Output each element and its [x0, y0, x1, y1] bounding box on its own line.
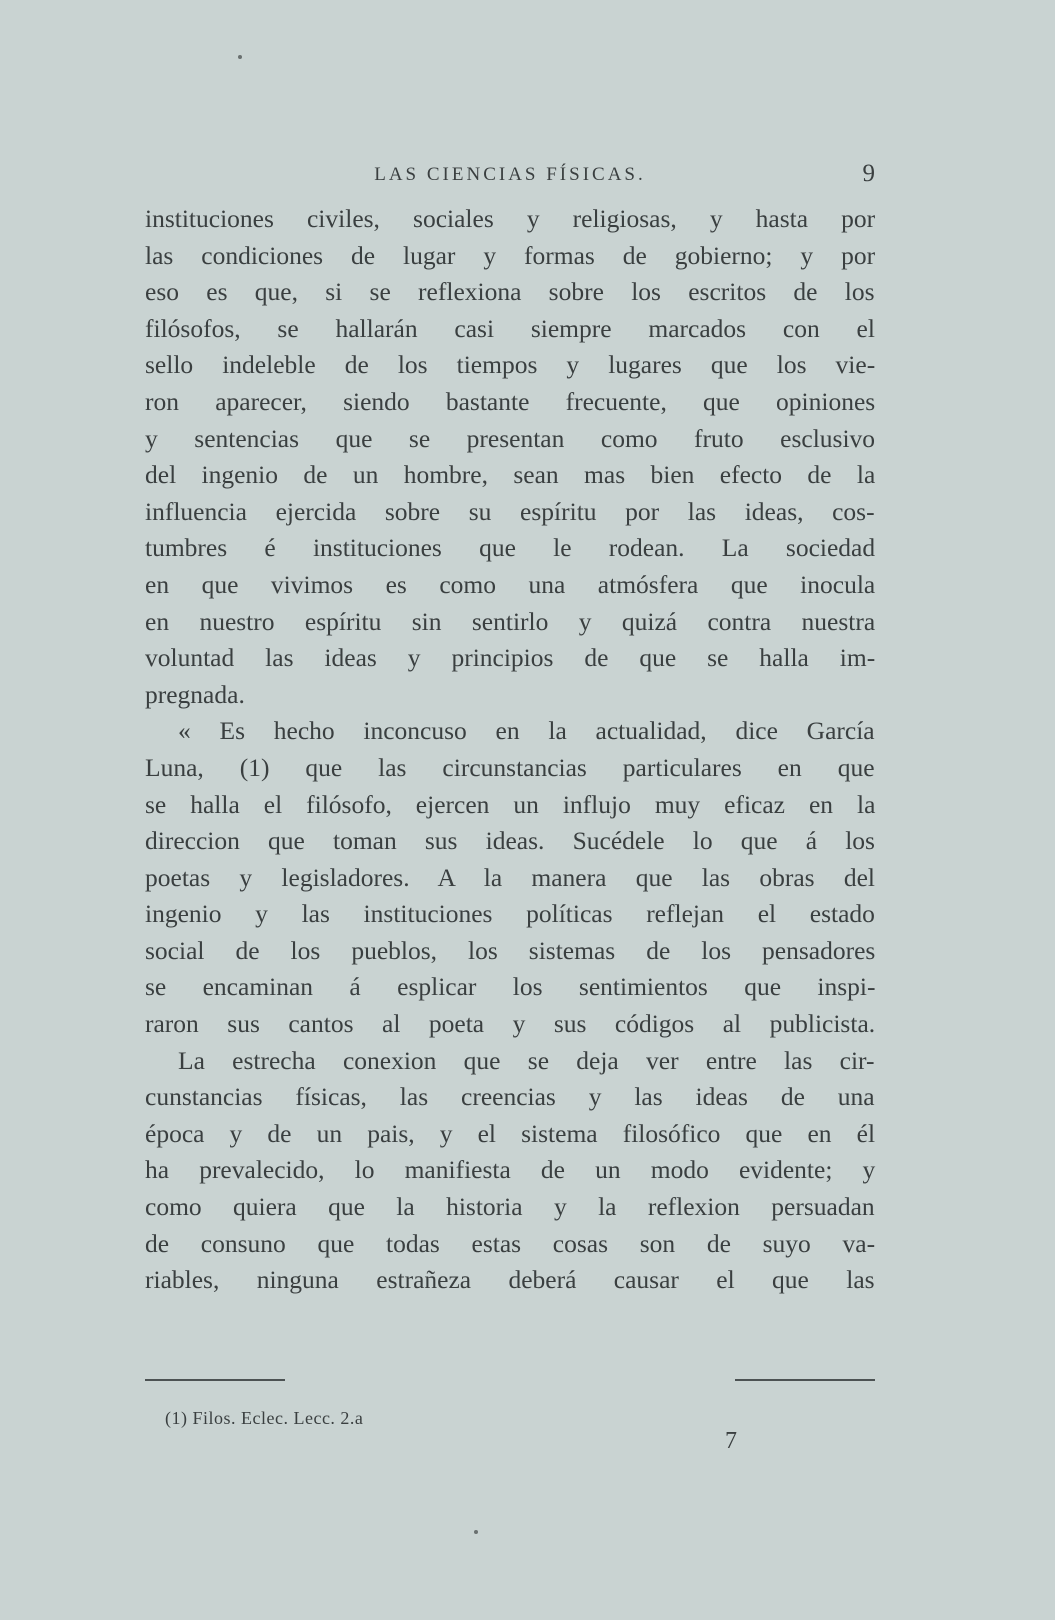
text-line: eso es que, si se reflexiona sobre los escritos de los: [145, 277, 875, 307]
text-line: sello indeleble de los tiempos y lugares que los vie-: [145, 350, 876, 380]
text-line: raron sus cantos al poeta y sus códigos al publicista.: [145, 1009, 876, 1039]
text-line: en que vivimos es como una atmósfera que inocula: [145, 569, 876, 599]
text-line: se encaminan á esplicar los sentimientos que inspi-: [145, 972, 876, 1002]
text-line: época y de un pais, y el sistema filosófico que en él: [145, 1118, 876, 1148]
text-line: social de los pueblos, los sistemas de los pensadores: [145, 935, 876, 965]
text-line: ha prevalecido, lo manifiesta de un modo evidente; y: [145, 1155, 876, 1185]
text-line: de consuno que todas estas cosas son de suyo va-: [145, 1228, 876, 1258]
text-line: « Es hecho inconcuso en la actualidad, dice García: [178, 716, 875, 746]
text-line: cunstancias físicas, las creencias y las ideas de una: [145, 1082, 875, 1112]
text-line: se halla el filósofo, ejercen un influjo muy eficaz en la: [145, 789, 876, 819]
text-line: poetas y legisladores. A la manera que las obras del: [145, 862, 876, 892]
page-number: 9: [862, 160, 875, 187]
paper-speck: [238, 55, 242, 59]
text-line: riables, ninguna estrañeza deberá causar el que las: [145, 1265, 875, 1295]
text-line: voluntad las ideas y principios de que se halla im-: [145, 643, 876, 673]
text-line: ingenio y las instituciones políticas reflejan el estado: [145, 899, 875, 929]
text-line: Luna, (1) que las circunstancias particulares en que: [145, 752, 875, 782]
text-line: influencia ejercida sobre su espíritu por las ideas, cos-: [145, 496, 875, 526]
text-line: y sentencias que se presentan como fruto esclusivo: [145, 423, 876, 453]
text-line: como quiera que la historia y la reflexion persuadan: [145, 1192, 875, 1222]
footnote-rule-left: [145, 1379, 285, 1381]
running-head: LAS CIENCIAS FÍSICAS.: [374, 164, 646, 185]
signature-mark: 7: [725, 1428, 737, 1454]
text-line: direccion que toman sus ideas. Sucédele lo que á los: [145, 826, 875, 856]
page-header: [145, 160, 875, 194]
text-line: las condiciones de lugar y formas de gobierno; y por: [145, 240, 876, 270]
paper-speck: [474, 1530, 478, 1534]
footnote-rule-right: [735, 1379, 875, 1381]
text-line: del ingenio de un hombre, sean mas bien efecto de la: [145, 460, 876, 490]
footnote-rules: [145, 1379, 875, 1383]
footnote: (1) Filos. Eclec. Lecc. 2.a: [165, 1408, 364, 1428]
text-line: pregnada.: [145, 679, 245, 709]
text-line: La estrecha conexion que se deja ver entre las cir-: [178, 1045, 875, 1075]
text-line: ron aparecer, siendo bastante frecuente, que opiniones: [145, 386, 876, 416]
text-line: instituciones civiles, sociales y religiosas, y hasta por: [145, 204, 876, 233]
text-line: filósofos, se hallarán casi siempre marcados con el: [145, 313, 875, 343]
text-line: tumbres é instituciones que le rodean. La sociedad: [145, 533, 876, 563]
text-line: en nuestro espíritu sin sentirlo y quizá contra nuestra: [145, 606, 876, 636]
body-text: [145, 201, 875, 1299]
